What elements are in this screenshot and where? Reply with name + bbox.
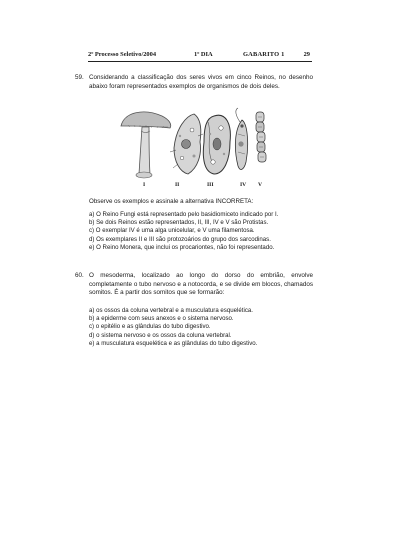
alga-iv-drawing [235,108,247,169]
figure-label-v: V [258,182,263,188]
header-gabarito: GABARITO 1 [243,51,285,58]
option-a: a) os ossos da coluna vertebral e a musculatura esquelética. [89,307,253,314]
header-page-number: 29 [303,51,310,58]
mushroom-drawing [121,112,171,178]
page-header [88,51,312,62]
option-e: e) a musculatura esquelética e as glândulas do tubo digestivo. [89,339,258,347]
organisms-drawing [116,106,276,182]
alga-v-drawing [256,112,266,162]
question-number: 60. [75,272,84,279]
organisms-illustration [116,106,276,188]
answer-options-60 [89,307,257,348]
protozoan-iii-drawing [203,115,230,174]
option-d: d) o sistema nervoso e os ossos da coluna vertebral. [89,331,232,339]
option-d: d) Os exemplares II e III são protozoários do grupo dos sarcodinas. [89,235,271,243]
option-c: c) o epitélio e as glândulas do tubo digestivo. [89,323,211,331]
protozoan-ii-drawing [170,114,203,174]
option-c: c) O exemplar IV é uma alga unicelular, e V uma filamentosa. [89,227,255,235]
question-stem: O mesoderma, localizado ao longo do dorso do embrião, envolve completamente o tubo nervoso e a notocorda, e se divide em blocos, chamados somitos. É a partir dos somitos que se formarão: [89,272,313,297]
option-e: e) O Reino Monera, que inclui os procariontes, não foi representado. [89,243,275,251]
figure-label-iv: IV [240,182,247,188]
option-b: b) Se dois Reinos estão representados, II, III, IV e V são Protistas. [89,219,269,227]
figure-label-i: I [143,182,146,188]
option-a: a) O Reino Fungi está representado pelo basidiomiceto indicado por I. [89,211,279,218]
option-b: b) a epiderme com seus anexos e o sistema nervoso. [89,315,234,323]
question-stem: Considerando a classificação dos seres vivos em cinco Reinos, no desenho abaixo foram representados exemplos de organismos de dois deles. [89,74,313,90]
header-exam-title: 2º Processo Seletivo/2004 [88,51,157,58]
figure-label-ii: II [175,182,180,188]
question-instruction: Observe os exemplos e assinale a alternativa INCORRETA: [89,198,254,205]
answer-options-59 [89,211,278,252]
question-number: 59. [75,74,84,81]
figure-label-iii: III [207,182,214,188]
header-day: 1º DIA [194,51,213,58]
